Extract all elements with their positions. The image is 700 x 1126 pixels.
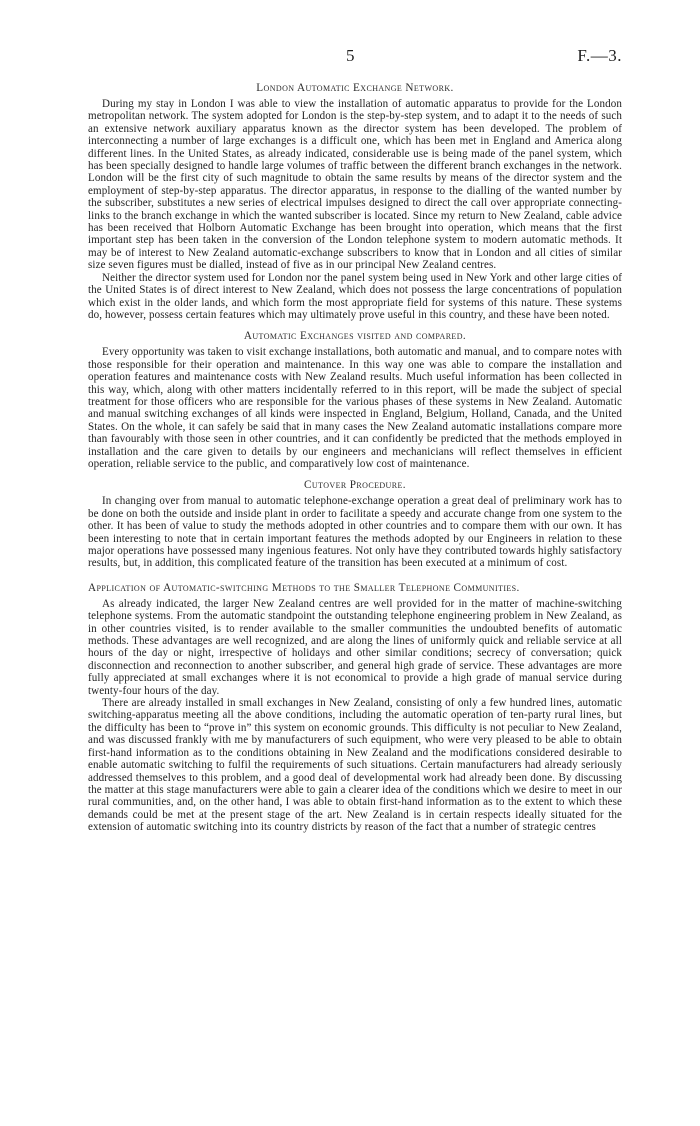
paragraph: In changing over from manual to automatic telephone-exchange operation a great deal of preliminary work has to be done on both the outside and inside plant in order to facilitate a speedy and accurate change from one system to the other. It has been of value to study the methods adopted in other countries and to compare them with our own. It has been interesting to note that in certain important features the methods adopted by our Engineers in relation to these major operations have possessed many ingenious features. Not only have they contributed towards highly satisfactory results, but, in addition, this complicated feature of the transition has been executed at a minimum of cost. [88,495,622,570]
paragraph: As already indicated, the larger New Zealand centres are well provided for in the matter of machine-switching telephone systems. From the automatic standpoint the outstanding telephone engineering problem in New Zealand, as in other countries visited, is to render available to the smaller communities the undoubted benefits of automatic methods. These advantages are well recognized, and are along the lines of uniformly quick and reliable service at all hours of the day or night, irrespective of holidays and other similar conditions; secrecy of conversation; quick disconnection and reconnection to another subscriber, and general high grade of service. These advantages are more fully appreciated at small exchanges where it is not economical to provide a high grade of manual service during twenty-four hours of the day. [88,597,622,697]
section-heading: Automatic Exchanges visited and compared. [243,330,467,343]
section-cutover-procedure [88,479,622,569]
document-reference: F.—3. [577,46,622,65]
section-heading: Application of Automatic-switching Methods to the Smaller Telephone Communities. [88,581,520,594]
section-heading: Cutover Procedure. [304,479,406,492]
section-smaller-communities [88,582,622,834]
paragraph: There are already installed in small exchanges in New Zealand, consisting of only a few hundred lines, automatic switching-apparatus meeting all the above conditions, including the automatic operation of ten-party rural lines, but the difficulty has been to “prove in” this system on economic grounds. This difficulty is not peculiar to New Zealand, and was discussed frankly with me by manufacturers of such equipment, who were very pleased to be able to obtain first-hand information as to the conditions obtaining in New Zealand and the modifications considered desirable to enable automatic switching to fulfil the requirements of such situations. Certain manufacturers had already seriously addressed themselves to this problem, and a good deal of developmental work had already been done. By discussing the matter at this stage manufacturers were able to gain a clearer idea of the conditions which we desire to meet in our rural communities, and, on the other hand, I was able to obtain first-hand information as to the extent to which these demands could be met at the present stage of the art. New Zealand is in certain respects ideally situated for the extension of automatic switching into its country districts by reason of the fact that a number of strategic centres [88,697,622,834]
paragraph: Neither the director system used for London nor the panel system being used in New York and other large cities of the United States is of direct interest to New Zealand, which does not possess the large concentrations of population which exist in the older lands, and which form the most appropriate field for systems of this nature. These systems do, however, possess certain features which may ultimately prove useful in this country, and these have been noted. [88,271,622,321]
section-london-network [88,82,622,321]
section-heading: London Automatic Exchange Network. [256,82,454,94]
paragraph: During my stay in London I was able to view the installation of automatic apparatus to provide for the London metropolitan network. The system adopted for London is the step-by-step system, and to adapt it to the needs of such an extensive network auxiliary apparatus known as the director system has been developed. The problem of interconnecting a number of large exchanges is a difficult one, which has been met in England and America along different lines. In the United States, as already indicated, considerable use is being made of the panel system, which has been specially designed to handle large volumes of traffic between the different branch exchanges in the network. London will be the first city of such magnitude to obtain the same results by means of the director system and the employment of step-by-step apparatus. The director apparatus, in response to the dialling of the wanted number by the subscriber, substitutes a new series of electrical impulses designed to direct the call over appropriate connecting-links to the branch exchange in which the wanted subscriber is located. Since my return to New Zealand, cable advice has been received that Holborn Automatic Exchange has been brought into operation, which means that the first important step has been taken in the conversion of the London telephone system to modern automatic methods. It may be of interest to New Zealand automatic-exchange subscribers to know that in London and all cities of similar size seven figures must be dialled, instead of five as in our principal New Zealand centres. [88,98,622,272]
page-header [88,46,622,70]
paragraph: Every opportunity was taken to visit exchange installations, both automatic and manual, and to compare notes with those responsible for their operation and maintenance. In this way one was able to compare the installation and operation features and maintenance costs with New Zealand results. Much useful information has been collected in this way, which, along with other matters incidentally referred to in this report, will be made the subject of special treatment for those officers who are responsible for the various phases of these systems in New Zealand. Automatic and manual switching exchanges of all kinds were inspected in England, Belgium, Holland, Canada, and the United States. On the whole, it can safely be said that in many cases the New Zealand automatic installations compare more than favourably with those seen in other countries, and it can confidently be predicted that the methods employed in installation and the care given to details by our engineers and mechanicians will reflect themselves in efficient operation, reliable service to the public, and comparatively low cost of maintenance. [88,346,622,470]
page-number: 5 [346,46,355,65]
section-exchanges-visited [88,330,622,470]
document-page [88,46,622,834]
